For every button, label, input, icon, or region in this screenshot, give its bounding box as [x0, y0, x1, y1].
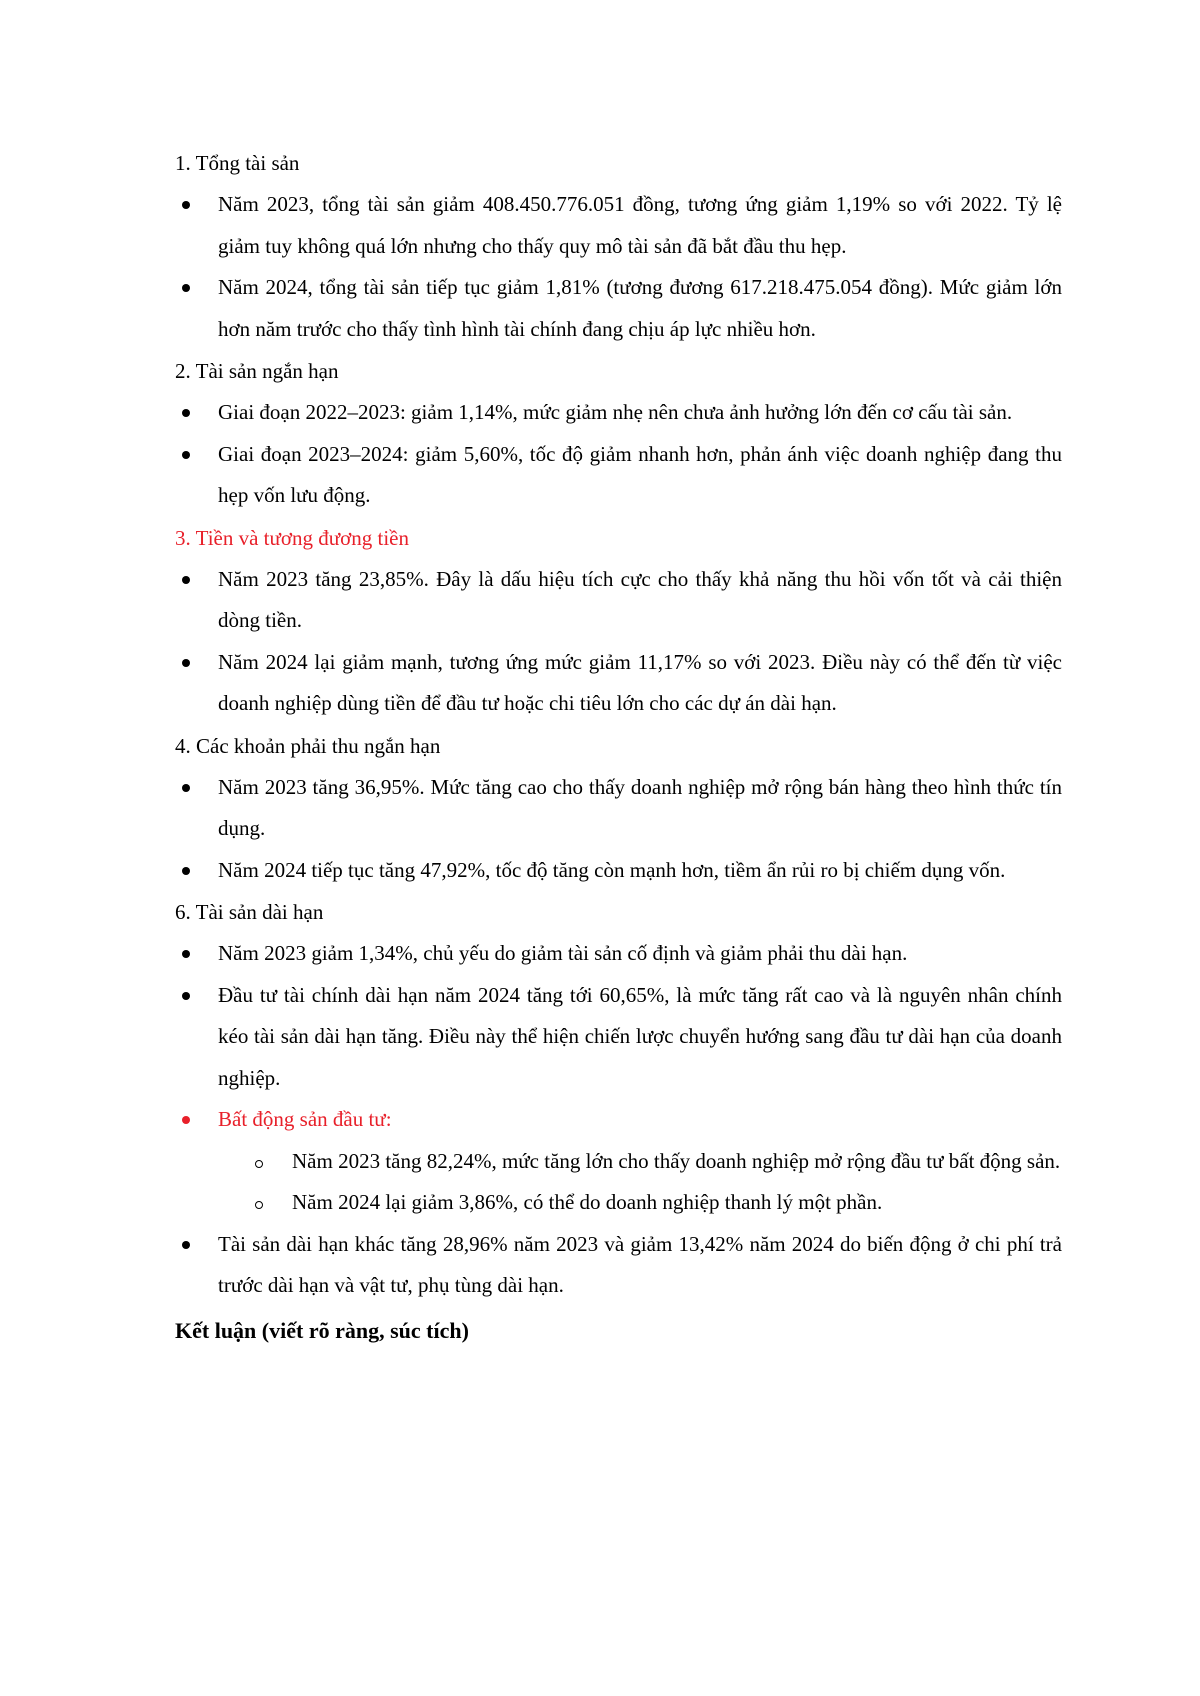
section-heading-short-term-assets: 2. Tài sản ngắn hạn: [175, 359, 339, 383]
list-item-text: Đầu tư tài chính dài hạn năm 2024 tăng tới 60,65%, là mức tăng rất cao và là nguyên nhân chính kéo tài sản dài hạn tăng. Điều này thể hiện chiến lược chuyển hướng sang đầu tư dài hạn của doanh nghiệp.: [218, 982, 1062, 1090]
list-item: [175, 767, 1062, 850]
list-item-text: Năm 2024 lại giảm mạnh, tương ứng mức giảm 11,17% so với 2023. Điều này có thể đến từ việc doanh nghiệp dùng tiền để đầu tư hoặc chi tiêu lớn cho các dự án dài hạn.: [218, 649, 1062, 715]
bullet-icon: [182, 867, 190, 875]
list-item: [175, 642, 1062, 725]
list-item: [175, 392, 1062, 434]
circle-bullet-icon: [255, 1201, 263, 1209]
list-item: [175, 184, 1062, 267]
list-item: [175, 933, 1062, 975]
section-heading-cash: 3. Tiền và tương đương tiền: [175, 525, 409, 550]
bullet-icon: [182, 784, 190, 792]
bullet-icon: [182, 992, 190, 1000]
list-item-text: Tài sản dài hạn khác tăng 28,96% năm 2023 và giảm 13,42% năm 2024 do biến động ở chi phí trả trước dài hạn và vật tư, phụ tùng dài hạn.: [218, 1231, 1062, 1297]
list-item: [175, 267, 1062, 350]
list-item: [175, 559, 1062, 642]
conclusion-heading: Kết luận (viết rõ ràng, súc tích): [175, 1317, 469, 1343]
list-item-real-estate: [175, 1099, 1062, 1141]
list-item: [175, 850, 1062, 892]
list-item-text: Năm 2023 tăng 23,85%. Đây là dấu hiệu tích cực cho thấy khả năng thu hồi vốn tốt và cải thiện dòng tiền.: [218, 566, 1062, 632]
circle-bullet-icon: [255, 1160, 263, 1168]
bullet-icon: [182, 409, 190, 417]
bullet-icon: [182, 284, 190, 292]
list-item: [175, 434, 1062, 517]
section-heading-receivables: 4. Các khoản phải thu ngắn hạn: [175, 733, 441, 758]
bullet-icon: [182, 576, 190, 584]
sub-list-item-text: Năm 2023 tăng 82,24%, mức tăng lớn cho thấy doanh nghiệp mở rộng đầu tư bất động sản.: [292, 1148, 1061, 1173]
list-item-text: Năm 2023, tổng tài sản giảm 408.450.776.051 đồng, tương ứng giảm 1,19% so với 2022. Tỷ lệ giảm tuy không quá lớn nhưng cho thấy quy mô tài sản đã bắt đầu thu hẹp.: [218, 192, 1062, 258]
list-item-text: Năm 2024 tiếp tục tăng 47,92%, tốc độ tăng còn mạnh hơn, tiềm ẩn rủi ro bị chiếm dụng vốn.: [218, 857, 1006, 882]
section-heading-long-term-assets: 6. Tài sản dài hạn: [175, 900, 324, 924]
bullet-icon: [182, 1116, 190, 1124]
document-page: [175, 142, 1062, 1353]
bullet-icon: [182, 201, 190, 209]
sub-list-item: [175, 1141, 1062, 1183]
bullet-icon: [182, 1241, 190, 1249]
sub-list-item: [175, 1182, 1062, 1224]
bullet-icon: [182, 659, 190, 667]
list-item-text: Năm 2023 giảm 1,34%, chủ yếu do giảm tài sản cố định và giảm phải thu dài hạn.: [218, 941, 908, 965]
sub-list-item-text: Năm 2024 lại giảm 3,86%, có thể do doanh nghiệp thanh lý một phần.: [292, 1190, 883, 1214]
list-item-text: Giai đoạn 2022–2023: giảm 1,14%, mức giảm nhẹ nên chưa ảnh hưởng lớn đến cơ cấu tài sản.: [218, 400, 1013, 424]
list-item: [175, 1224, 1062, 1307]
list-item: [175, 975, 1062, 1100]
bullet-icon: [182, 451, 190, 459]
list-item-text: Bất động sản đầu tư:: [218, 1107, 392, 1131]
list-item-text: Giai đoạn 2023–2024: giảm 5,60%, tốc độ giảm nhanh hơn, phản ánh việc doanh nghiệp đang thu hẹp vốn lưu động.: [218, 441, 1062, 507]
section-heading-total-assets: 1. Tổng tài sản: [175, 151, 300, 175]
bullet-icon: [182, 950, 190, 958]
list-item-text: Năm 2023 tăng 36,95%. Mức tăng cao cho thấy doanh nghiệp mở rộng bán hàng theo hình thức tín dụng.: [218, 774, 1062, 840]
list-item-text: Năm 2024, tổng tài sản tiếp tục giảm 1,81% (tương đương 617.218.475.054 đồng). Mức giảm lớn hơn năm trước cho thấy tình hình tài chính đang chịu áp lực nhiều hơn.: [218, 275, 1062, 341]
